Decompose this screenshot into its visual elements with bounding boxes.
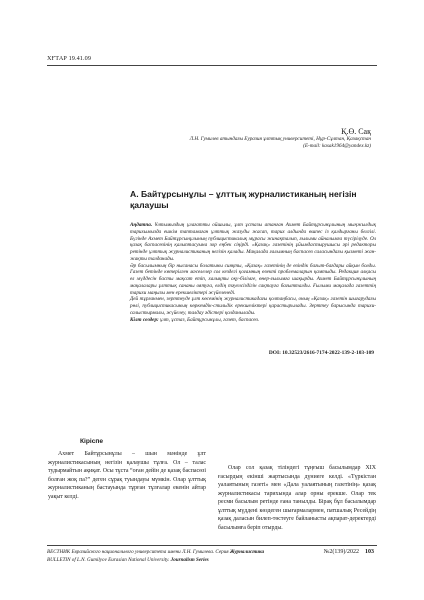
- keywords-text: ұлт, ұстаз, Байтұрсынұлы, газет, баспасөз.: [160, 316, 260, 323]
- keywords-label: Кілт сөздер:: [130, 316, 159, 323]
- keywords-line: [130, 317, 376, 324]
- author-name: Қ.Ө. Сақ: [341, 127, 371, 136]
- title-line: А. Байтұрсынұлы – ұлттық журналистиканың негізін: [130, 189, 357, 199]
- title-line: қалаушы: [130, 200, 169, 210]
- journal-line: [47, 549, 264, 557]
- author-email: (E-mail: kasak1964@yandex.kz): [303, 143, 371, 149]
- journal-citation: [47, 549, 264, 564]
- body-paragraph: Олар сол қазақ тіліндегі тұңғыш басылымдар ХІХ ғасырдың екінші жартысында дүниеге келді. «Түркістан уалаятының газеті» мен «Дала уалаятының газетінің» қазақ журналистикасы тарихында алар орны ерекше. Олар тек ресми басылым ретінде ғана танылды. Бірақ бұл басылымдар ұлттық мүддені көздеген шығармалармен, патшалық Ресейдің қазақ даласын билеп-төстеуге байланысты ақпарат-деректерді басылымға беріп отырды.: [218, 465, 376, 531]
- article-title: [130, 189, 375, 211]
- abstract-paragraph: Дей тұрғанмен, зерттеуде ұлт көсемінің журналистикадағы қолтаңбасы, оның «Қазақ» газетін шығарудағы рөлі, публицистикасының көркемдік-стильдік ерекшеліктері қарастырылады. Зерттеу барысында тарихи-салыстырмалы, жүйелеу, талдау әдістері қолданылады.: [130, 296, 376, 316]
- section-heading: Кіріспе: [80, 438, 104, 445]
- header-rule: [47, 65, 377, 66]
- journal-line: [47, 557, 264, 565]
- page-number: 103: [365, 549, 374, 555]
- author-affiliation: [190, 136, 371, 150]
- abstract-block: [130, 222, 376, 323]
- affiliation-line: Л.Н. Гумилев атындағы Еуразия ұлттық университеті, Нұр-Сұлтан, Қазақстан: [189, 136, 371, 142]
- abstract-text: Ұлтымыздың ұлағатты ойшылы, ұлт ұстазы атанған Ахмет Байтұрсынұлының мыңжылдық тарихымызда ешкім таптамаған ұлттық жазуды жасап, тарих алдында өшпес із қалдырғаны белгілі. Бүгінде Ахмет Байтұрсынұлының публицистикалық мұрасы жинақталып, ғылыми айналымға түсірілуде. Ол қазақ баспасөзінің қалыптасуына зор еңбек сіңірді. «Қазақ» газетінің ұйымдастырушысы әрі редакторы ретінде ұлттық журналистиканың негізін қалады. Мақалада ғалымның баспасөз саласындағы қызметі жан-жақты талданады.: [130, 222, 376, 262]
- series-name-ru: Журналистика: [229, 549, 264, 555]
- abstract-paragraph: Әр басылымның бір нысанасы болатыны сияқты, «Қазақ» газетінің де өзіндік бағыт-бағдары айқын болды. Газет бетінде көтерілген мәселелер сол кездегі қоғамның өзекті проблемаларын қамтыды. Редакция алқасы ел мүддесін басты мақсат етіп, халықты оқу-білімге, өнер-ғылымға шақырды. Ахмет Байтұрсынұлының мақалалары ұлттық сананы оятуға, елдің тәуелсіздігін сақтауға бағытталды. Ғылыми мақалада газеттің тарихи маңызы мен ерекшеліктері жүйеленеді.: [130, 262, 376, 296]
- doi-link[interactable]: DOI: 10.32523/2616-7174-2022-139-2-103-109: [268, 350, 374, 356]
- issue-info: [324, 549, 374, 555]
- body-column-right: [218, 464, 376, 532]
- journal-name-en: BULLETIN of L.N. Gumilyov Eurasian National University.: [47, 556, 171, 563]
- abstract-paragraph: [130, 222, 376, 263]
- issue-number: №2(139)/2022: [323, 549, 359, 555]
- series-name-en: Journalism Series: [170, 556, 209, 563]
- abstract-label: Аңдатпа.: [130, 222, 153, 228]
- body-paragraph: Ахмет Байтұрсынұлы – шын мәнінде ұлт журналистикасының негізін қалаушы тұлға. Ол – талас тудырмайтын ақиқат. Осы тұста “оған дейін де қазақ баспасөзі болған жоқ па?” деген сұрақ туындауы мүмкін. Олар ұлттық журналистиканың бастауында тұрған тұлғалар екенін айтар уақыт келді.: [48, 451, 206, 500]
- classification-code: ХҒТАР 19.41.09: [47, 55, 92, 62]
- body-column-left: [48, 450, 206, 501]
- footer-rule: [47, 545, 377, 546]
- journal-name-ru: ВЕСТНИК Евразийского национального университета имени Л.Н. Гумилева. Серия: [47, 549, 230, 555]
